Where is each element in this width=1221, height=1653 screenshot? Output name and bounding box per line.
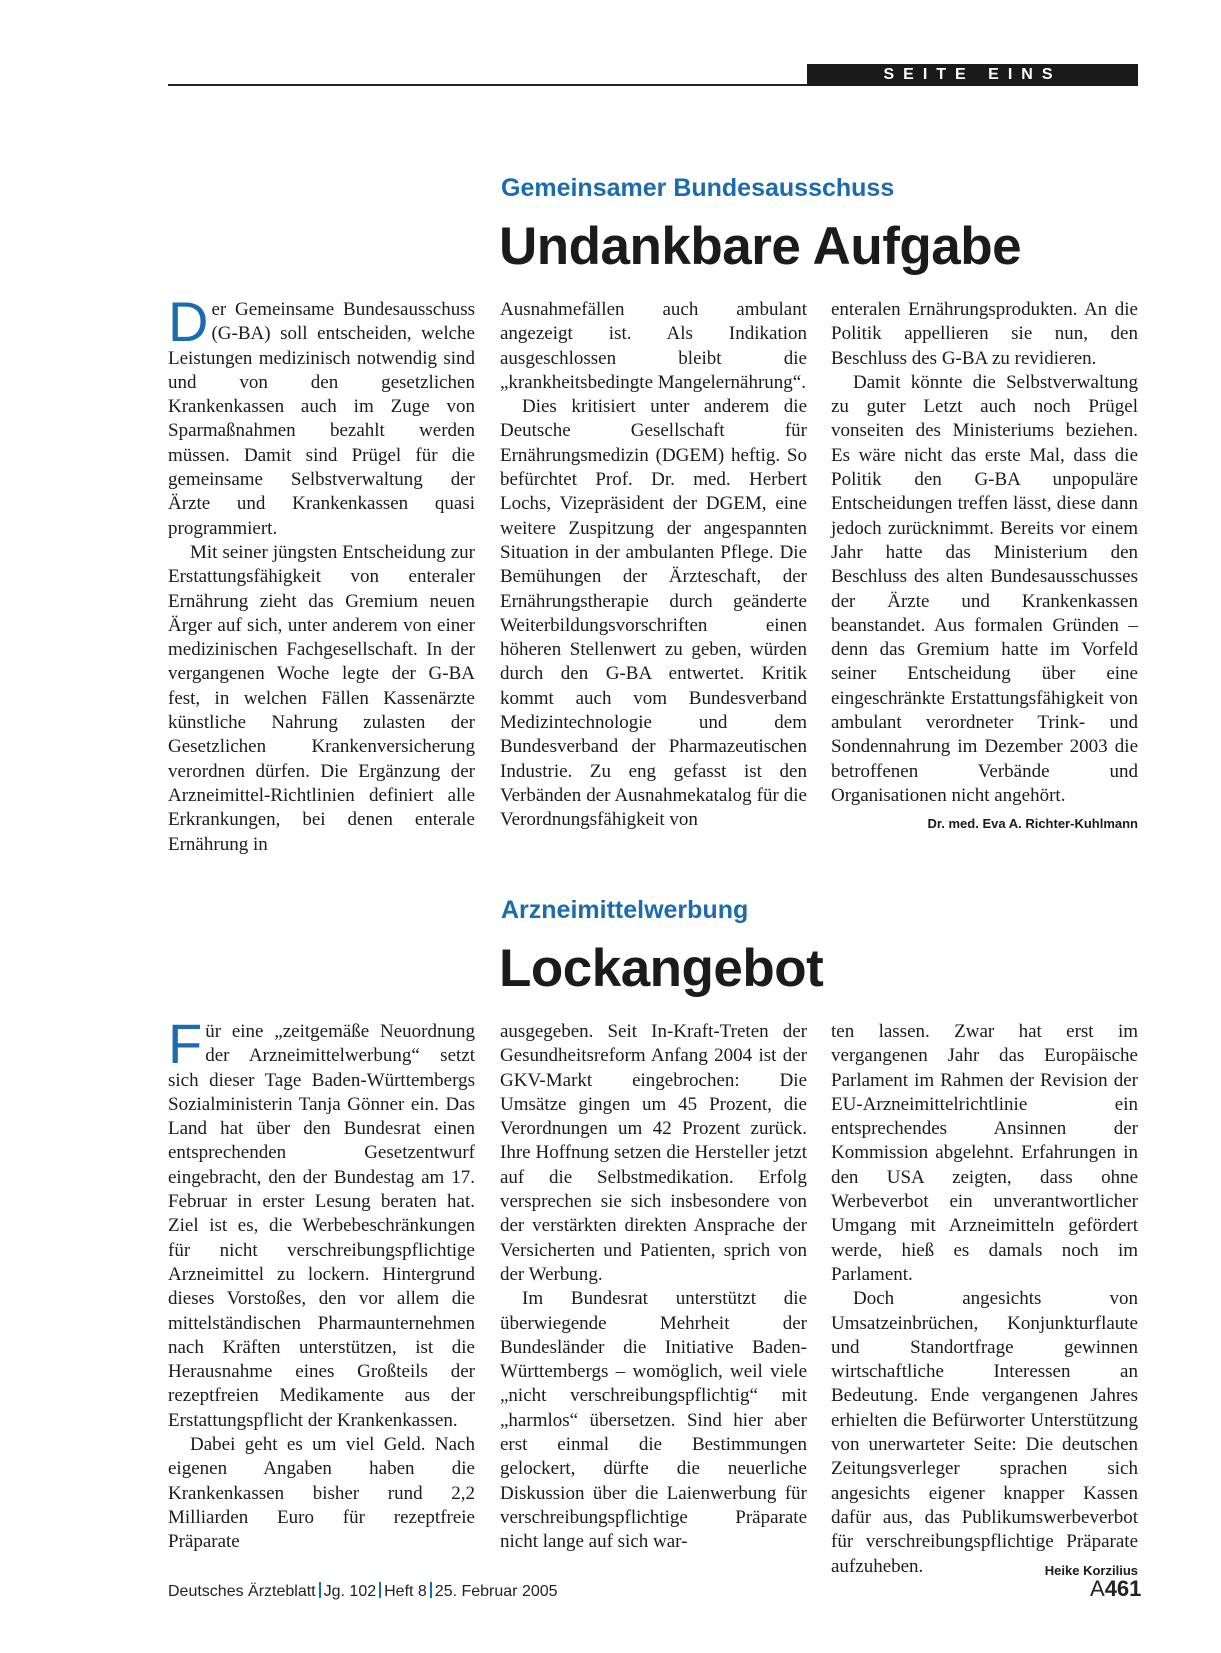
article1-column-1 — [168, 290, 475, 857]
article1-paragraph: enteralen Ernährungsprodukten. An die Politik appellieren sie nun, den Beschluss des G-BA zu revidieren. — [831, 299, 1138, 369]
page-number-value: 461 — [1104, 1576, 1142, 1601]
footer-separator — [319, 1582, 321, 1598]
article2-dropcap: F — [168, 1012, 203, 1075]
article1-kicker: Gemeinsamer Bundesausschuss — [501, 174, 895, 202]
article2-title: Lockangebot — [499, 939, 824, 998]
footer-volume: Jg. 102 — [323, 1583, 377, 1600]
page-number — [1090, 1576, 1141, 1602]
footer-journal: Deutsches Ärzteblatt — [168, 1583, 316, 1600]
footer-issue: Heft 8 — [384, 1583, 427, 1600]
article2-paragraph — [168, 1012, 475, 1433]
article1-author: Dr. med. Eva A. Richter-Kuhlmann — [927, 816, 1138, 832]
article2-kicker: Arzneimittelwerbung — [501, 896, 749, 924]
footer-date: 25. Februar 2005 — [434, 1583, 558, 1600]
footer-citation — [168, 1582, 558, 1601]
article2-author: Heike Korzilius — [1044, 1562, 1138, 1578]
article1-title: Undankbare Aufgabe — [499, 217, 1022, 276]
footer-separator — [379, 1582, 381, 1598]
article1-column-3 — [831, 298, 1138, 837]
footer-separator — [430, 1582, 432, 1598]
article2-paragraph: Dabei geht es um viel Geld. Nach eigenen Angaben haben die Krankenkassen bisher rund 2,2 Milliarden Euro für rezeptfreie Präparate — [168, 1434, 475, 1553]
article1-paragraph — [831, 371, 1138, 832]
article2-paragraph-text: ür eine „zeitgemäße Neuordnung der Arzneimittelwerbung“ setzt sich dieser Tage Baden-Württembergs Sozialministerin Tanja Gönner ein. Das Land hat über den Bundesrat einen entsprechenden Gesetzentwurf eingebracht, den der Bundestag am 17. Februar in erster Lesung beraten hat. Ziel ist es, die Werbebeschränkungen für nicht verschreibungspflichtige Arzneimittel zu lockern. Hintergrund dieses Vorstoßes, den vor allem die mittelständischen Pharmaunternehmen nach Kräften unterstützen, ist die Herausnahme eines Großteils der rezeptfreien Medikamente aus der Erstattungspflicht der Krankenkassen. — [168, 1021, 475, 1431]
section-label: SEITE EINS — [807, 64, 1138, 86]
article2-paragraph: ten lassen. Zwar hat erst im vergangenen Jahr das Europäische Parlament im Rahmen der Revision der EU-Arzneimittelrichtlinie ein entsprechendes Ansinnen der Kommission abgelehnt. Erfahrungen in den USA zeigten, dass ohne Werbeverbot ein unverantwortlicher Umgang mit Arzneimitteln gefördert werde, hieß es damals noch im Parlament. — [831, 1021, 1138, 1285]
article1-paragraph-text: Damit könnte die Selbstverwaltung zu guter Letzt auch noch Prügel vonseiten des Ministeriums beziehen. Es wäre nicht das erste Mal, dass die Politik den G-BA unpopuläre Entscheidungen treffen lässt, diese dann jedoch zurücknimmt. Bereits vor einem Jahr hatte das Ministerium den Beschluss des alten Bundesausschusses der Ärzte und Krankenkassen beanstandet. Aus formalen Gründen – denn das Gremium hatte im Vorfeld seiner Entscheidung über eine eingeschränkte Erstattungsfähigkeit von ambulant verordneter Trink- und Sondennahrung im Dezember 2003 die betroffenen Verbände und Organisationen nicht angehört. — [831, 371, 1138, 806]
article2-paragraph-text: Doch angesichts von Umsatzeinbrüchen, Konjunkturflaute und Standortfrage gewinnen wirtschaftliche Interessen an Bedeutung. Ende vergangenen Jahres erhielten die Befürworter Unterstützung von unerwarteter Seite: Die deutschen Zeitungsverleger sprachen sich angesichts eigener knapper Kassen dafür aus, das Publikumswerbeverbot für verschreibungspflichtige Präparate aufzuheben. — [831, 1288, 1138, 1577]
article2-paragraph: Im Bundesrat unterstützt die überwiegende Mehrheit der Bundesländer die Initiative Baden-Württembergs – womöglich, weil viele „nicht verschreibungspflichtig“ mit „harmlos“ übersetzen. Sind hier aber erst einmal die Bestimmungen gelockert, dürfte die neuerliche Diskussion über die Laienwerbung für verschreibungspflichtige Präparate nicht lange auf sich war- — [500, 1288, 807, 1553]
article2-paragraph: ausgegeben. Seit In-Kraft-Treten der Gesundheitsreform Anfang 2004 ist der GKV-Markt eingebrochen: Die Umsätze gingen um 45 Prozent, die Verordnungen um 42 Prozent zurück. Ihre Hoffnung setzen die Hersteller jetzt auf die Selbstmedikation. Erfolg versprechen sie sich insbesondere von der verstärkten direkten Ansprache der Versicherten und Patienten, sprich von der Werbung. — [500, 1021, 807, 1285]
article1-paragraph — [168, 290, 475, 541]
article1-dropcap: D — [168, 290, 209, 353]
article1-column-2 — [500, 298, 807, 833]
article1-paragraph: Dies kritisiert unter anderem die Deutsche Gesellschaft für Ernährungsmedizin (DGEM) heftig. So befürchtet Prof. Dr. med. Herbert Lochs, Vizepräsident der DGEM, eine weitere Zuspitzung der angespannten Situation in der ambulanten Pflege. Die Bemühungen der Ärzteschaft, der Ernährungstherapie durch geänderte Weiterbildungsvorschriften einen höheren Stellenwert zu geben, würden durch den G-BA entwertet. Kritik kommt auch vom Bundesverband Medizintechnologie und dem Bundesverband der Pharmazeutischen Industrie. Zu eng gefasst ist den Verbänden der Ausnahmekatalog für die Verordnungsfähigkeit von — [500, 396, 807, 831]
article2-paragraph — [831, 1287, 1138, 1579]
article1-paragraph-text: er Gemeinsame Bundesausschuss (G-BA) soll entscheiden, welche Leistungen medizinisch notwendig sind und von den gesetzlichen Krankenkassen auch im Zuge von Sparmaßnahmen bezahlt werden müssen. Damit sind Prügel für die gemeinsame Selbstverwaltung der Ärzte und Krankenkassen quasi programmiert. — [168, 299, 475, 539]
page-prefix: A — [1090, 1576, 1105, 1601]
article1-paragraph: Ausnahmefällen auch ambulant angezeigt ist. Als Indikation ausgeschlossen bleibt die „krankheitsbedingte Mangelernährung“. — [500, 299, 807, 393]
article2-column-2 — [500, 1020, 807, 1555]
article1-paragraph: Mit seiner jüngsten Entscheidung zur Erstattungsfähigkeit von enteraler Ernährung zieht das Gremium neuen Ärger auf sich, unter anderem von einer medizinischen Fachgesellschaft. In der vergangenen Woche legte der G-BA fest, in welchen Fällen Kassenärzte künstliche Nahrung zulasten der Gesetzlichen Krankenversicherung verordnen dürfen. Die Ergänzung der Arzneimittel-Richtlinien definiert alle Erkrankungen, bei denen enterale Ernährung in — [168, 541, 475, 855]
article2-column-1 — [168, 1012, 475, 1555]
article2-column-3 — [831, 1020, 1138, 1583]
